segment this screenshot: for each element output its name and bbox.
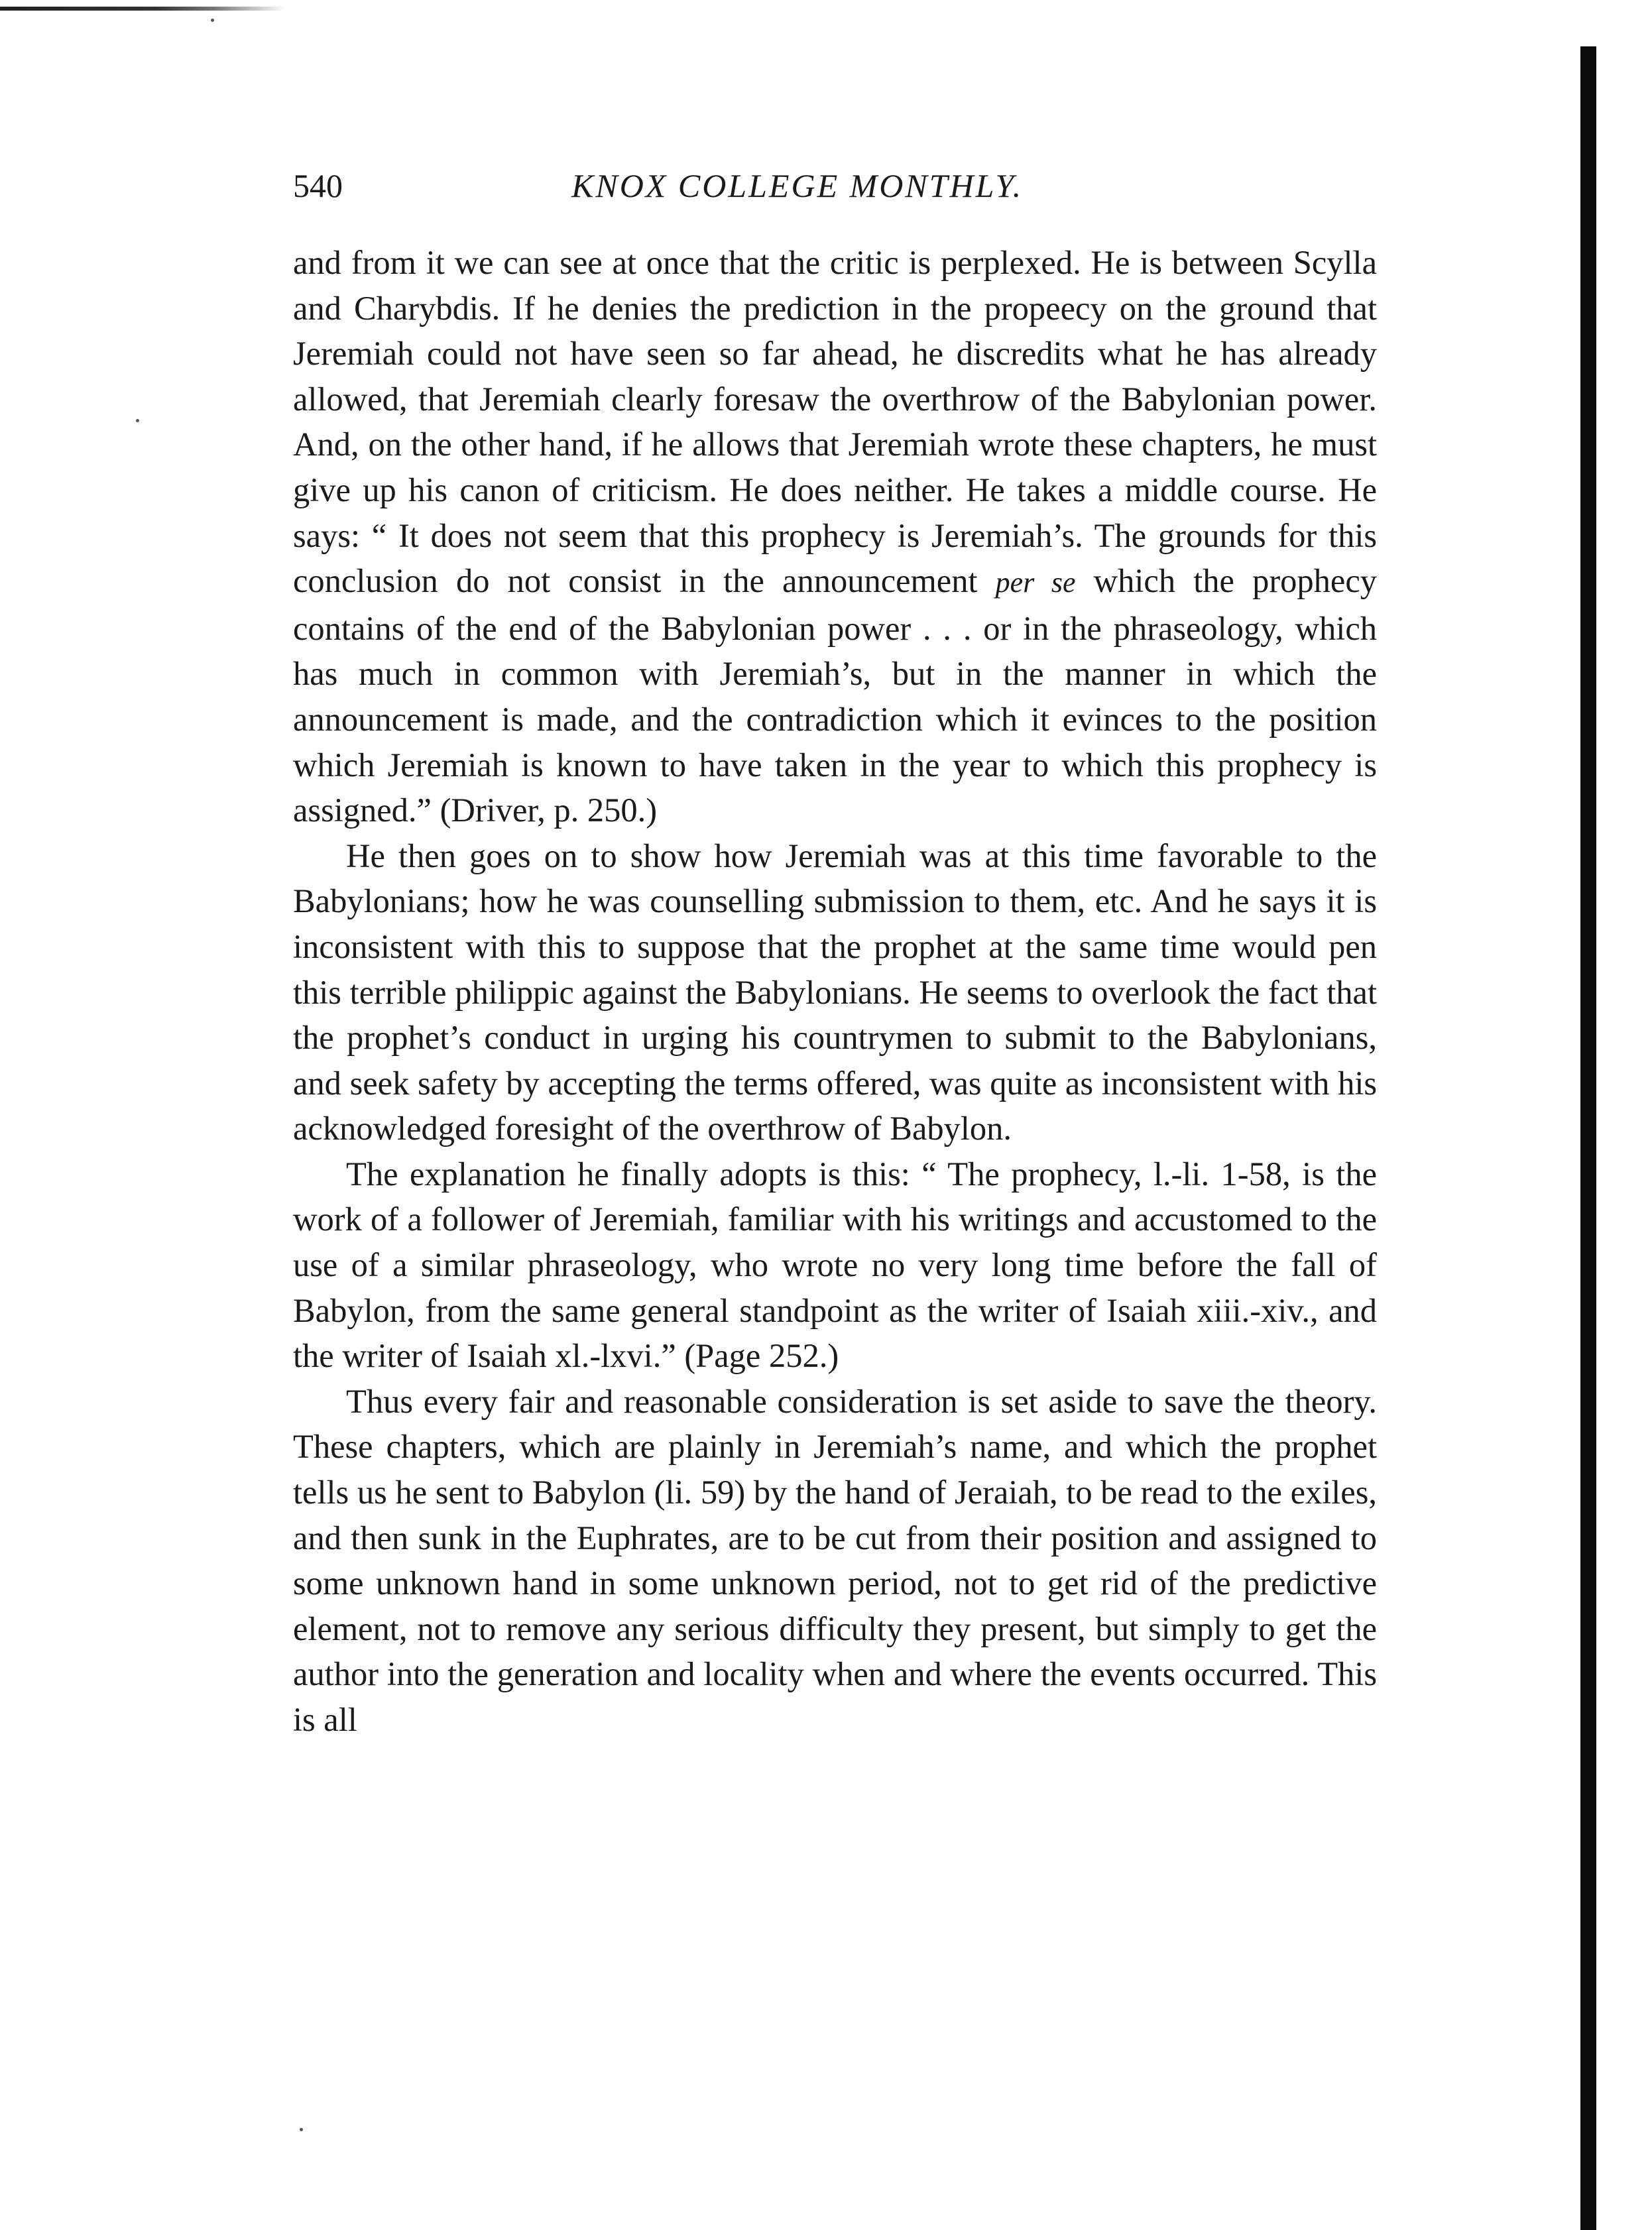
page-body bbox=[293, 240, 1377, 1743]
scan-edge-mark bbox=[0, 7, 285, 11]
journal-title: KNOX COLLEGE MONTHLY. bbox=[571, 167, 1024, 204]
scan-binding-shadow bbox=[1580, 46, 1596, 2230]
paragraph bbox=[293, 240, 1377, 833]
scan-speck bbox=[300, 2128, 303, 2131]
paragraph bbox=[293, 1151, 1377, 1379]
scan-speck bbox=[211, 19, 214, 22]
paragraph bbox=[293, 1379, 1377, 1743]
text-run: He then goes on to show how Jeremiah was at this time favorable to the Babylonians; how he was counselling submission to them, etc. And he says it is inconsistent with this to suppose that the prophet at the same time would pen this terrible philippic against the Babylonians. He seems to overlook the fact that the prophet’s conduct in urging his countrymen to submit to the Babylonians, and seek safety by accepting the terms offered, was quite as inconsistent with his acknowledged foresight of the overthrow of Babylon. bbox=[293, 837, 1377, 1147]
text-run: and from it we can see at once that the critic is perplexed. He is between Scylla and Charybdis. If he denies the prediction in the propeecy on the ground that Jeremiah could not have seen so far ahead, he discredits what he has already allowed, that Jeremiah clearly foresaw the overthrow of the Babylonian power. And, on the other hand, if he allows that Jeremiah wrote these chapters, he must give up his canon of criticism. He does neither. He takes a middle course. He says: “ It does not seem that this prophecy is Jeremiah’s. The grounds for this conclusion do not consist in the announcement bbox=[293, 244, 1377, 600]
italic-phrase: per se bbox=[995, 566, 1076, 599]
text-run: which the prophecy contains of the end of the Babylonian power . . . or in the phraseology, which has much in common with Jeremiah’s, but in the manner in which the announcement is made, and the contradiction which it evinces to the position which Jeremiah is known to have taken in the year to which this prophecy is assigned.” (Driver, p. 250.) bbox=[293, 562, 1377, 829]
text-run: The explanation he finally adopts is this: “ The prophecy, l.-li. 1-58, is the work of a follower of Jeremiah, familiar with his writings and accustomed to the use of a similar phraseology, who wrote no very long time before the fall of Babylon, from the same general standpoint as the writer of Isaiah xiii.-xiv., and the writer of Isaiah xl.-lxvi.” (Page 252.) bbox=[293, 1155, 1377, 1375]
page-number: 540 bbox=[293, 167, 343, 204]
paragraph bbox=[293, 833, 1377, 1151]
running-head bbox=[293, 156, 1380, 215]
scan-speck bbox=[136, 419, 139, 422]
text-run: Thus every fair and reasonable consideration is set aside to save the theory. These chapters, which are plainly in Jeremiah’s name, and which the prophet tells us he sent to Babylon (li. 59) by the hand of Jeraiah, to be read to the exiles, and then sunk in the Euphrates, are to be cut from their position and assigned to some unknown hand in some unknown period, not to get rid of the predictive element, not to remove any serious difficulty they present, but simply to get the author into the generation and locality when and where the events occurred. This is all bbox=[293, 1382, 1377, 1738]
